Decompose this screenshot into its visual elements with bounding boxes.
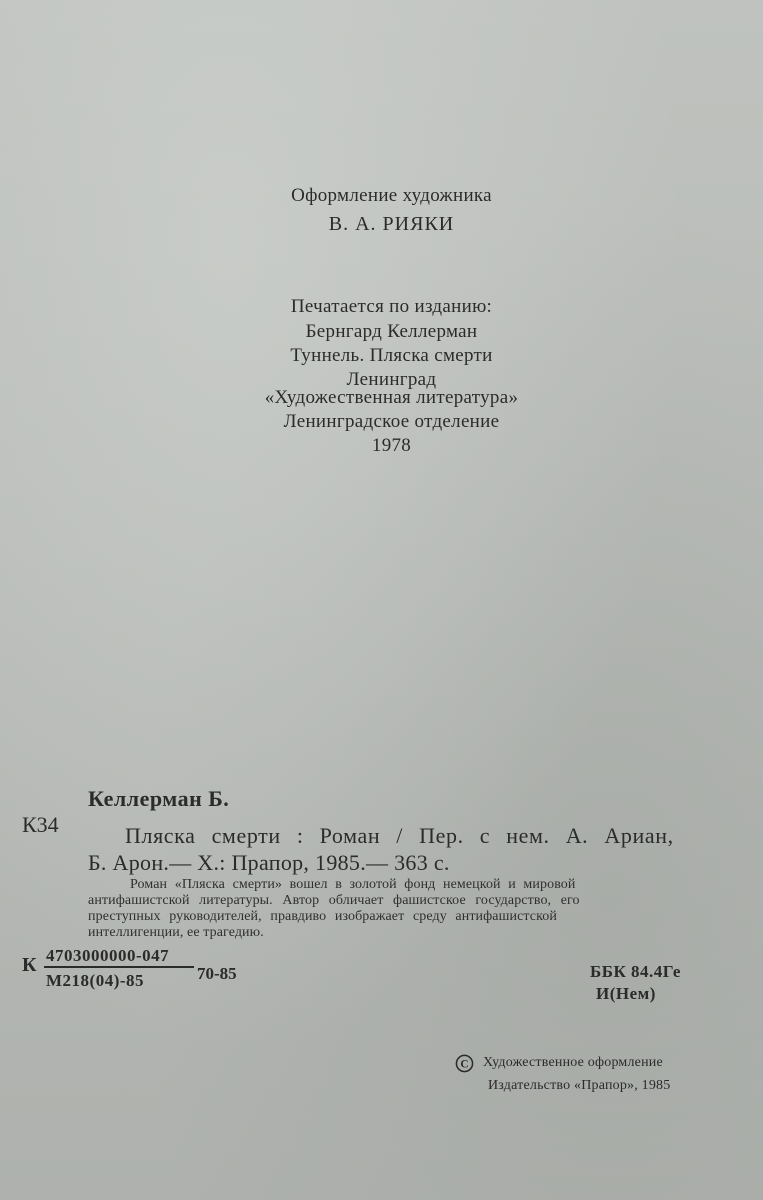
bbk-code: ББК 84.4Ге xyxy=(590,962,681,981)
annotation-line: Роман «Пляска смерти» вошел в золотой фонд немецкой и мировой xyxy=(130,877,576,892)
fraction-bar xyxy=(44,966,194,968)
source-edition-heading: Печатается по изданию: xyxy=(290,296,493,317)
source-edition-year: 1978 xyxy=(371,435,412,456)
copyright-line2: Издательство «Прапор», 1985 xyxy=(488,1078,671,1093)
catalog-description-line2: Б. Арон.— Х.: Прапор, 1985.— 363 с. xyxy=(88,850,450,875)
copyright-line1: Художественное оформление xyxy=(483,1055,663,1070)
artist-name: В. А. РИЯКИ xyxy=(328,213,455,235)
language-code: И(Нем) xyxy=(596,984,656,1003)
svg-text:C: C xyxy=(460,1058,469,1071)
annotation-line: интеллигенции, ее трагедию. xyxy=(88,925,264,940)
catalog-author: Келлерман Б. xyxy=(88,786,230,811)
index-suffix: 70-85 xyxy=(197,964,237,983)
copyright-icon xyxy=(455,1054,474,1073)
design-credit: Оформление художника xyxy=(291,185,492,206)
catalog-code: К34 xyxy=(22,812,59,837)
source-edition-publisher: «Художественная литература» xyxy=(264,387,519,408)
source-edition-branch: Ленинградское отделение xyxy=(283,411,500,432)
source-edition-author: Бернгард Келлерман xyxy=(305,321,478,342)
catalog-description-line1: Пляска смерти : Роман / Пер. с нем. А. Ариан, xyxy=(125,823,674,848)
annotation-line: преступных руководителей, правдиво изображает среду антифашистской xyxy=(88,909,557,924)
source-edition-title: Туннель. Пляска смерти xyxy=(290,345,493,366)
annotation-line: антифашистской литературы. Автор обличает фашистское государство, его xyxy=(88,893,580,908)
index-denominator: М218(04)-85 xyxy=(46,971,145,990)
source-edition-city: Ленинград xyxy=(346,369,437,390)
index-letter: К xyxy=(22,954,37,976)
index-numerator: 4703000000-047 xyxy=(46,946,170,965)
